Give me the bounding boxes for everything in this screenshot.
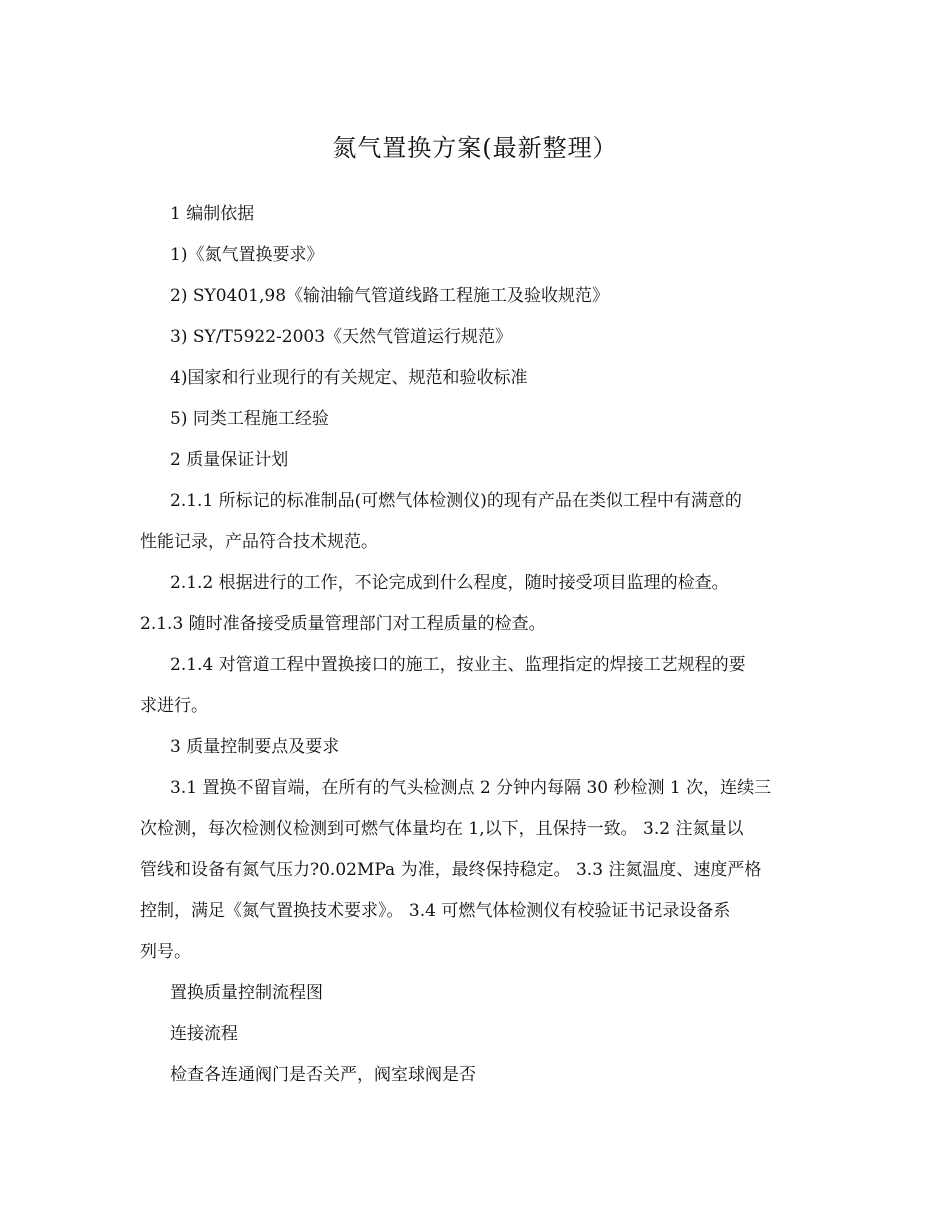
paragraph-line: 列号。 [140, 942, 191, 962]
paragraph-line: 连接流程 [170, 1024, 238, 1044]
list-item: 5) 同类工程施工经验 [170, 409, 329, 429]
section-heading: 1 编制依据 [170, 204, 255, 224]
paragraph-line: 2.1.2 根据进行的工作，不论完成到什么程度，随时接受项目监理的检查。 [170, 573, 729, 593]
paragraph-line: 次检测，每次检测仪检测到可燃气体量均在 1,以下，且保持一致。 3.2 注氮量以 [140, 819, 744, 839]
section-heading: 2 质量保证计划 [170, 450, 289, 470]
paragraph-line: 2.1.4 对管道工程中置换接口的施工，按业主、监理指定的焊接工艺规程的要 [170, 655, 746, 675]
paragraph-line: 管线和设备有氮气压力?0.02MPa 为准，最终保持稳定。 3.3 注氮温度、速度严格 [140, 860, 762, 880]
paragraph-line: 2.1.3 随时准备接受质量管理部门对工程质量的检查。 [140, 614, 546, 634]
list-item: 1)《氮气置换要求》 [170, 245, 324, 265]
section-heading: 3 质量控制要点及要求 [170, 737, 340, 757]
paragraph-line: 性能记录，产品符合技术规范。 [140, 532, 378, 552]
paragraph-line: 3.1 置换不留盲端，在所有的气头检测点 2 分钟内每隔 30 秒检测 1 次，连续三 [170, 778, 772, 798]
paragraph-line: 检查各连通阀门是否关严，阀室球阀是否 [170, 1065, 476, 1085]
list-item: 3) SY/T5922-2003《天然气管道运行规范》 [170, 327, 513, 347]
paragraph-line: 求进行。 [140, 696, 208, 716]
paragraph-line: 置换质量控制流程图 [170, 983, 323, 1003]
paragraph-line: 控制，满足《氮气置换技术要求》。 3.4 可燃气体检测仪有校验证书记录设备系 [140, 901, 731, 921]
paragraph-line: 2.1.1 所标记的标准制品(可燃气体检测仪)的现有产品在类似工程中有满意的 [170, 491, 742, 511]
document-title: 氮气置换方案(最新整理） [332, 134, 618, 162]
list-item: 4)国家和行业现行的有关规定、规范和验收标准 [170, 368, 528, 388]
list-item: 2) SY0401,98《输油输气管道线路工程施工及验收规范》 [170, 286, 610, 306]
